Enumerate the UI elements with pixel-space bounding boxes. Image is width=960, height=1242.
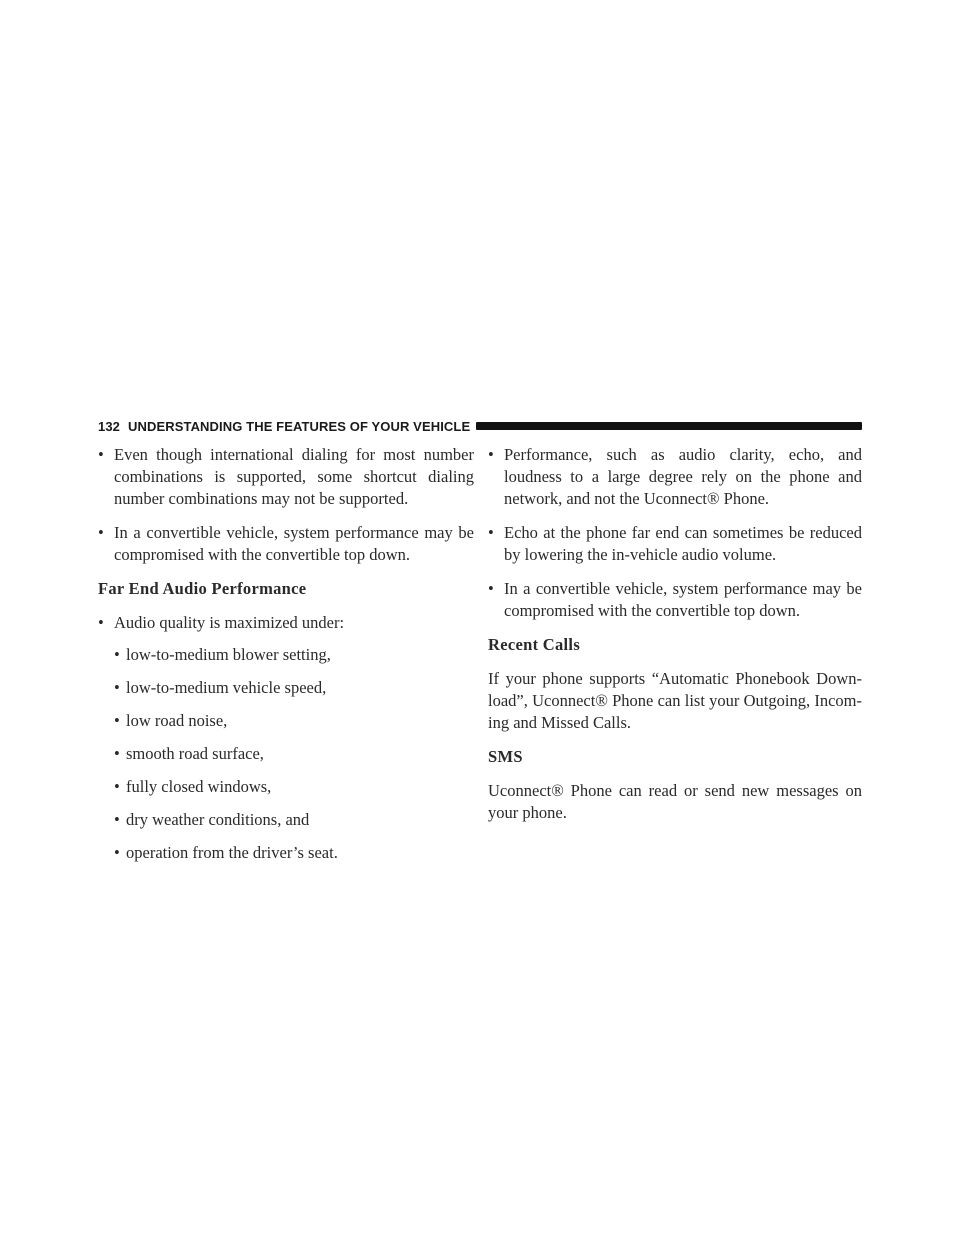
- recent-calls-paragraph: If your phone supports “Automatic Phonebook Down-load”, Uconnect® Phone can list your Outgoing, Incom-ing and Missed Calls.: [488, 669, 862, 732]
- audio-conditions-list: [114, 644, 474, 864]
- bullet-icon: •: [98, 613, 104, 632]
- bullet-icon: •: [114, 645, 120, 664]
- bullet-text: In a convertible vehicle, system performance may be compromised with the convertible top down.: [114, 523, 474, 564]
- list-item: [488, 444, 862, 510]
- list-item: [98, 612, 474, 864]
- list-item: [98, 444, 474, 510]
- bullet-icon: •: [114, 777, 120, 796]
- list-item: [488, 522, 862, 566]
- list-item: [98, 522, 474, 566]
- sub-list-item: [114, 644, 474, 666]
- sms-paragraph: Uconnect® Phone can read or send new messages on your phone.: [488, 781, 862, 822]
- bullet-icon: •: [114, 843, 120, 862]
- sub-item-text: smooth road surface,: [126, 744, 264, 763]
- sub-list-item: [114, 842, 474, 864]
- right-column: [488, 444, 862, 836]
- bullet-text: Echo at the phone far end can sometimes be reduced by lowering the in-vehicle audio volume.: [504, 523, 862, 564]
- bullet-icon: •: [488, 445, 494, 464]
- bullet-icon: •: [98, 445, 104, 464]
- sub-item-text: low-to-medium blower setting,: [126, 645, 331, 664]
- sub-item-text: low road noise,: [126, 711, 228, 730]
- bullet-icon: •: [114, 711, 120, 730]
- bullet-text: Performance, such as audio clarity, echo, and loudness to a large degree rely on the phone and network, and not the Uconnect® Phone.: [504, 445, 862, 508]
- recent-calls-heading: Recent Calls: [488, 635, 581, 654]
- sub-list-item: [114, 710, 474, 732]
- bullet-icon: •: [114, 810, 120, 829]
- list-item: [488, 578, 862, 622]
- bullet-icon: •: [488, 523, 494, 542]
- bullet-icon: •: [98, 523, 104, 542]
- sub-item-text: low-to-medium vehicle speed,: [126, 678, 327, 697]
- far-end-audio-heading: Far End Audio Performance: [98, 579, 307, 598]
- sub-item-text: operation from the driver’s seat.: [126, 843, 338, 862]
- bullet-text: Audio quality is maximized under:: [114, 613, 345, 632]
- section-title: UNDERSTANDING THE FEATURES OF YOUR VEHICLE: [128, 418, 471, 434]
- left-column: [98, 444, 474, 876]
- sub-item-text: dry weather conditions, and: [126, 810, 310, 829]
- sms-heading: SMS: [488, 747, 523, 766]
- page-header: [98, 417, 862, 435]
- sub-item-text: fully closed windows,: [126, 777, 272, 796]
- bullet-icon: •: [114, 678, 120, 697]
- bullet-icon: •: [114, 744, 120, 763]
- page-number: 132: [98, 418, 120, 434]
- header-rule: [476, 422, 862, 430]
- bullet-text: In a convertible vehicle, system performance may be compromised with the convertible top down.: [504, 579, 862, 620]
- sub-list-item: [114, 776, 474, 798]
- sub-list-item: [114, 743, 474, 765]
- bullet-icon: •: [488, 579, 494, 598]
- sub-list-item: [114, 677, 474, 699]
- sub-list-item: [114, 809, 474, 831]
- bullet-text: Even though international dialing for most number combinations is supported, some shortcut dialing number combinations may not be supported.: [114, 445, 474, 508]
